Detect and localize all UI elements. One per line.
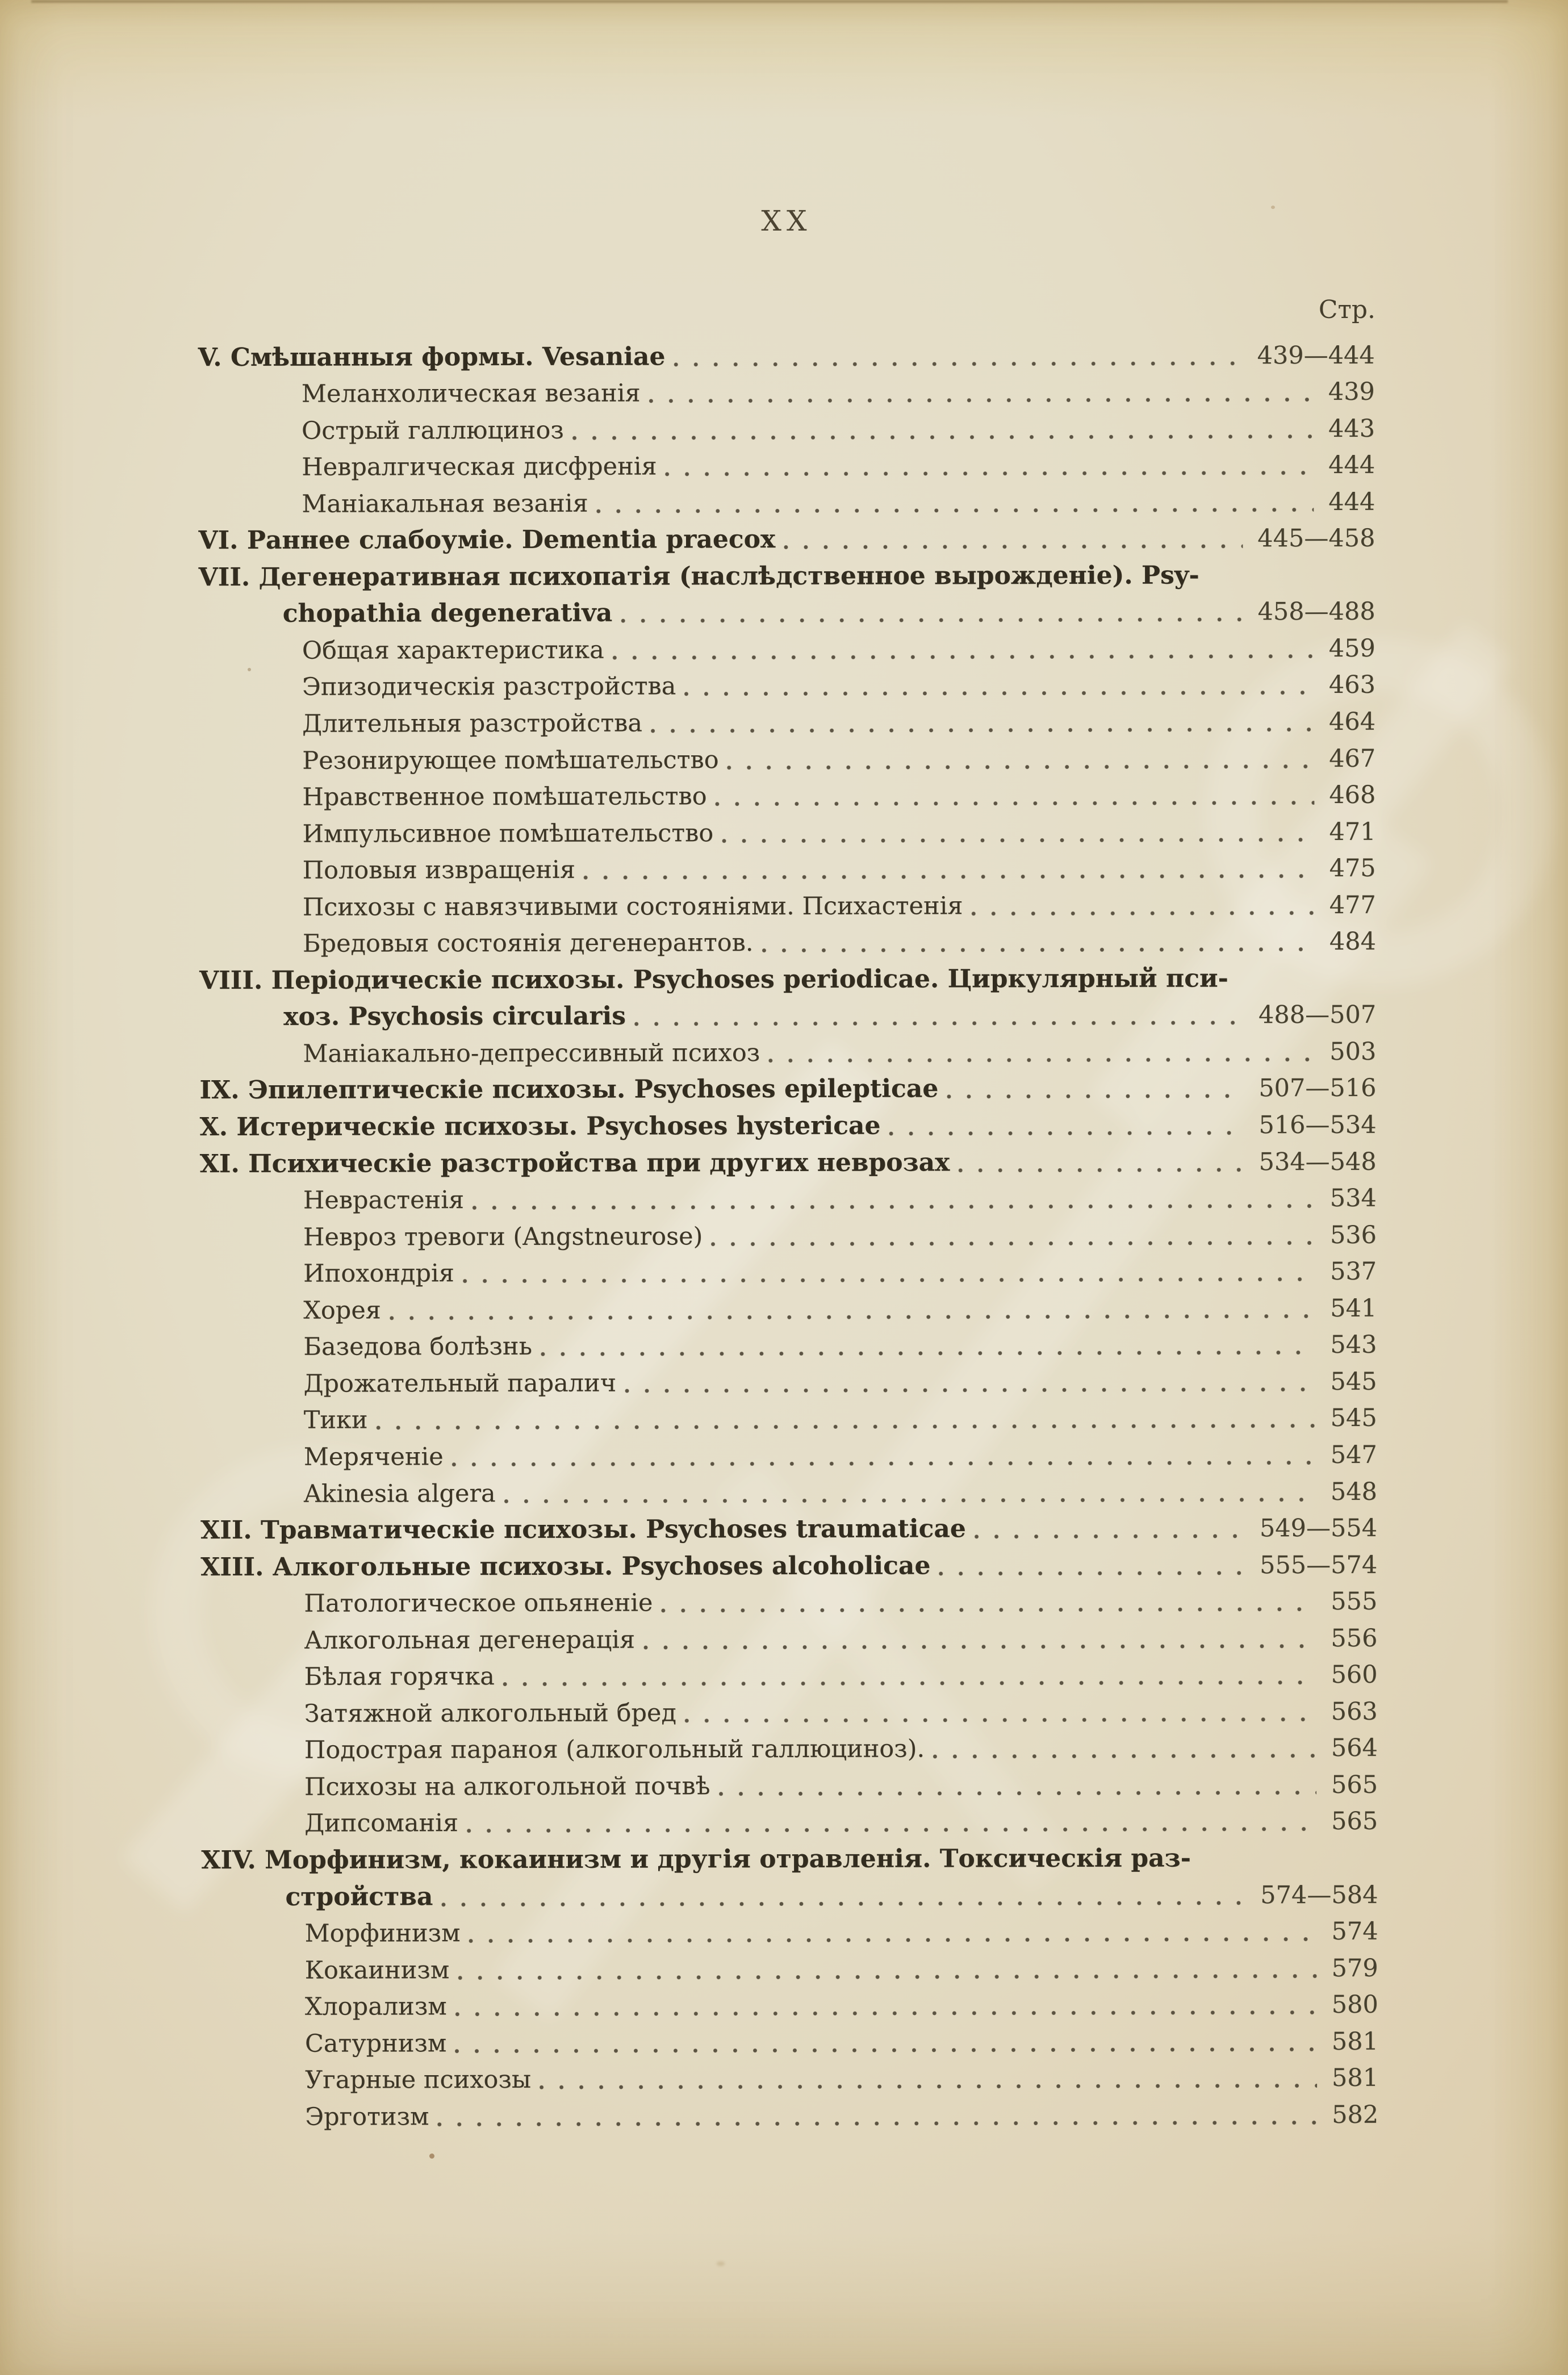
toc-entry-page: 534 bbox=[1329, 1184, 1377, 1213]
toc-row bbox=[202, 2097, 1378, 2136]
toc-entry-label: Маніакальная везанія bbox=[302, 489, 588, 519]
toc-entry-label: VI. Раннее слабоуміе. Dementia praecox bbox=[198, 525, 776, 555]
dot-leader bbox=[718, 1790, 1316, 1796]
toc-entry-page: 467 bbox=[1329, 744, 1376, 773]
toc-entry-label: Острый галлюциноз bbox=[301, 416, 564, 445]
toc-row bbox=[199, 960, 1376, 1000]
toc-list bbox=[198, 337, 1379, 2136]
toc-row bbox=[199, 814, 1375, 853]
dot-leader bbox=[441, 1900, 1245, 1907]
toc-entry-page: 574—584 bbox=[1260, 1880, 1378, 1909]
toc-row bbox=[198, 337, 1375, 377]
toc-entry-page: 507—516 bbox=[1258, 1074, 1377, 1103]
dot-leader bbox=[660, 1607, 1316, 1613]
dot-leader bbox=[572, 434, 1314, 441]
toc-row bbox=[200, 1327, 1377, 1366]
toc-entry-page: 555—574 bbox=[1260, 1550, 1378, 1579]
toc-entry-label: Эрготизм bbox=[305, 2102, 429, 2131]
toc-row bbox=[199, 594, 1375, 633]
toc-entry-label: X. Истерическіе психозы. Psychoses hystericae bbox=[199, 1111, 881, 1142]
toc-entry-page: 464 bbox=[1328, 707, 1376, 737]
toc-entry-label: Общая характеристика bbox=[302, 635, 604, 665]
toc-entry-page: 581 bbox=[1331, 2064, 1379, 2093]
toc-row bbox=[199, 1071, 1376, 1110]
toc-entry-page: 463 bbox=[1328, 671, 1376, 700]
page-column-header: Стр. bbox=[1318, 295, 1375, 324]
toc-entry-label: Невралгическая дисфренія bbox=[302, 452, 657, 482]
toc-entry-page: 543 bbox=[1330, 1331, 1377, 1360]
dot-leader bbox=[762, 947, 1315, 953]
dot-leader bbox=[783, 544, 1243, 550]
toc-entry-label: Резонирующее помѣшательство bbox=[302, 745, 719, 775]
toc-entry-label: Дипсоманія bbox=[304, 1809, 459, 1838]
dot-leader bbox=[454, 2047, 1317, 2054]
toc-entry-page: 439 bbox=[1328, 377, 1375, 407]
toc-row bbox=[201, 1657, 1378, 1696]
toc-row bbox=[200, 1437, 1377, 1476]
toc-entry-label: Маніакально-депрессивный психоз bbox=[303, 1039, 760, 1068]
toc-entry-page: 488—507 bbox=[1258, 1001, 1377, 1030]
toc-entry-label: XII. Травматическіе психозы. Psychoses traumaticae bbox=[200, 1514, 966, 1545]
toc-entry-page: 445—458 bbox=[1257, 524, 1375, 553]
toc-row bbox=[198, 447, 1375, 486]
toc-entry-label: Невроз тревоги (Angstneurose) bbox=[303, 1222, 703, 1252]
toc-entry-page: 545 bbox=[1330, 1404, 1377, 1433]
toc-row bbox=[198, 521, 1375, 560]
dot-leader bbox=[888, 1130, 1244, 1136]
dot-leader bbox=[624, 1387, 1315, 1394]
toc-row bbox=[200, 1620, 1377, 1659]
toc-entry-label: Меряченіе bbox=[303, 1442, 444, 1471]
toc-row bbox=[199, 1034, 1376, 1073]
toc-entry-page: 443 bbox=[1328, 414, 1375, 443]
dot-leader bbox=[620, 617, 1243, 624]
toc-row bbox=[200, 1144, 1377, 1183]
toc-entry-page: 536 bbox=[1329, 1220, 1377, 1249]
toc-entry-label: Ипохондрія bbox=[303, 1259, 454, 1289]
toc-entry-label: Алкогольная дегенерація bbox=[304, 1625, 635, 1655]
page-number-folio: XX bbox=[761, 204, 812, 237]
toc-row bbox=[202, 2023, 1378, 2063]
toc-entry-page: 545 bbox=[1330, 1367, 1377, 1396]
toc-row bbox=[199, 667, 1375, 706]
dot-leader bbox=[540, 1350, 1315, 1357]
dot-leader bbox=[583, 873, 1315, 880]
toc-row bbox=[200, 1290, 1377, 1329]
dot-leader bbox=[710, 1240, 1315, 1247]
toc-entry-page: 547 bbox=[1330, 1440, 1377, 1469]
toc-entry-label: Патологическое опьяненіе bbox=[304, 1588, 653, 1618]
toc-entry-page: 534—548 bbox=[1258, 1147, 1377, 1176]
toc-row bbox=[199, 557, 1375, 596]
dot-leader bbox=[596, 507, 1314, 514]
dot-leader bbox=[974, 1533, 1245, 1539]
toc-row bbox=[200, 1547, 1377, 1586]
toc-row bbox=[199, 887, 1376, 926]
toc-entry-label: XIV. Морфинизм, кокаинизм и другія отравленія. Токсическія раз- bbox=[201, 1843, 1191, 1875]
toc-row bbox=[198, 374, 1375, 413]
toc-entry-page: 475 bbox=[1329, 854, 1376, 883]
toc-row bbox=[199, 704, 1375, 743]
dot-leader bbox=[389, 1314, 1315, 1320]
dot-leader bbox=[674, 361, 1243, 367]
toc-row bbox=[202, 1950, 1378, 1989]
toc-entry-label: Дрожательный паралич bbox=[303, 1369, 617, 1398]
toc-row bbox=[199, 741, 1375, 780]
toc-row bbox=[198, 411, 1375, 450]
toc-row bbox=[200, 1510, 1377, 1549]
toc-row bbox=[198, 484, 1375, 523]
dot-leader bbox=[650, 727, 1314, 733]
toc-row bbox=[200, 1254, 1377, 1293]
dot-leader bbox=[684, 691, 1314, 697]
toc-entry-page: 444 bbox=[1328, 451, 1375, 480]
toc-row bbox=[199, 924, 1376, 963]
toc-row bbox=[200, 1474, 1377, 1513]
dot-leader bbox=[684, 1717, 1316, 1723]
dot-leader bbox=[768, 1057, 1315, 1063]
dot-leader bbox=[455, 2010, 1317, 2017]
toc-entry-page: 484 bbox=[1329, 927, 1376, 956]
toc-row bbox=[201, 1840, 1378, 1879]
toc-entry-label: Тики bbox=[303, 1406, 368, 1435]
toc-row bbox=[201, 1694, 1378, 1733]
toc-entry-page: 444 bbox=[1328, 487, 1375, 516]
toc-entry-page: 560 bbox=[1331, 1661, 1378, 1690]
toc-entry-label: Сатурнизм bbox=[304, 2029, 447, 2058]
toc-entry-label: chopathia degenerativa bbox=[282, 599, 613, 629]
dot-leader bbox=[503, 1680, 1316, 1687]
toc-row bbox=[199, 850, 1376, 889]
toc-entry-label: VIII. Періодическіе психозы. Psychoses periodicae. Циркулярный пси- bbox=[199, 964, 1228, 996]
toc-row bbox=[199, 777, 1375, 816]
toc-entry-page: 471 bbox=[1329, 817, 1376, 846]
toc-entry-page: 565 bbox=[1331, 1770, 1378, 1799]
toc-entry-label: Нравственное помѣшательство bbox=[302, 782, 707, 812]
toc-entry-label: Психозы на алкогольной почвѣ bbox=[304, 1772, 710, 1801]
toc-entry-label: Половыя извращенія bbox=[302, 855, 575, 885]
toc-entry-label: Психозы с навязчивыми состояніями. Психастенія bbox=[302, 892, 963, 922]
dot-leader bbox=[946, 1094, 1244, 1099]
paper-speck bbox=[717, 2261, 725, 2266]
dot-leader bbox=[469, 1937, 1317, 1943]
paper-speck bbox=[429, 2154, 434, 2159]
dot-leader bbox=[665, 470, 1314, 476]
toc-entry-label: Хлорализм bbox=[304, 1992, 447, 2021]
toc-entry-page: 537 bbox=[1330, 1257, 1377, 1286]
toc-entry-page: 439—444 bbox=[1257, 341, 1375, 370]
toc-row bbox=[200, 1217, 1377, 1256]
dot-leader bbox=[376, 1423, 1316, 1430]
toc-entry-label: VII. Дегенеративная психопатія (наслѣдственное вырожденіе). Psy- bbox=[198, 561, 1199, 592]
toc-entry-label: Кокаинизм bbox=[304, 1955, 450, 1985]
toc-entry-page: 459 bbox=[1328, 634, 1375, 663]
toc-entry-page: 549—554 bbox=[1259, 1513, 1378, 1543]
toc-entry-page: 581 bbox=[1331, 2027, 1379, 2056]
toc-entry-label: Эпизодическія разстройства bbox=[302, 672, 676, 702]
toc-entry-label: Подострая параноя (алкогольный галлюциноз). bbox=[304, 1734, 925, 1765]
dot-leader bbox=[721, 837, 1314, 843]
toc-row bbox=[201, 1730, 1378, 1770]
toc-entry-label: Бѣлая горячка bbox=[304, 1662, 495, 1692]
toc-entry-page: 582 bbox=[1332, 2100, 1379, 2129]
dot-leader bbox=[472, 1203, 1315, 1210]
toc-entry-page: 580 bbox=[1331, 1990, 1378, 2019]
toc-entry-label: IX. Эпилептическіе психозы. Psychoses epilepticae bbox=[199, 1074, 939, 1105]
dot-leader bbox=[727, 764, 1315, 770]
dot-leader bbox=[957, 1167, 1244, 1173]
dot-leader bbox=[649, 397, 1314, 403]
dot-leader bbox=[466, 1826, 1316, 1833]
toc-entry-page: 565 bbox=[1331, 1807, 1378, 1836]
toc-row bbox=[200, 1583, 1377, 1623]
toc-entry-label: XIII. Алкогольные психозы. Psychoses alcoholicae bbox=[200, 1551, 931, 1582]
scan-top-edge bbox=[31, 0, 1508, 3]
toc-entry-label: Длительныя разстройства bbox=[302, 709, 643, 738]
toc-entry-page: 548 bbox=[1330, 1477, 1377, 1506]
toc-row bbox=[201, 1767, 1378, 1806]
toc-row bbox=[202, 1913, 1378, 1952]
dot-leader bbox=[539, 2083, 1317, 2090]
toc-entry-label: стройства bbox=[285, 1881, 433, 1912]
toc-entry-label: Импульсивное помѣшательство bbox=[302, 818, 714, 848]
toc-entry-page: 516—534 bbox=[1258, 1110, 1377, 1140]
toc-entry-label: Неврастенія bbox=[303, 1186, 465, 1215]
toc-entry-label: Базедова болѣзнь bbox=[303, 1332, 533, 1362]
toc-entry-page: 574 bbox=[1331, 1917, 1378, 1946]
dot-leader bbox=[457, 1973, 1316, 1980]
toc-row bbox=[199, 630, 1375, 670]
toc-row bbox=[200, 1107, 1377, 1146]
toc-row bbox=[199, 997, 1376, 1036]
dot-leader bbox=[504, 1497, 1316, 1504]
toc-entry-page: 477 bbox=[1329, 890, 1376, 919]
toc-row bbox=[201, 1877, 1378, 1916]
dot-leader bbox=[451, 1460, 1316, 1467]
dot-leader bbox=[643, 1644, 1316, 1650]
toc-row bbox=[200, 1364, 1377, 1403]
dot-leader bbox=[938, 1570, 1245, 1576]
toc-entry-label: Хорея bbox=[303, 1296, 381, 1325]
toc-entry-page: 563 bbox=[1331, 1697, 1378, 1726]
toc-entry-label: Морфинизм bbox=[304, 1919, 461, 1948]
dot-leader bbox=[971, 910, 1314, 916]
toc-row bbox=[202, 2060, 1378, 2100]
toc-entry-page: 555 bbox=[1331, 1587, 1378, 1616]
dot-leader bbox=[715, 800, 1315, 806]
toc-entry-page: 458—488 bbox=[1257, 597, 1375, 626]
toc-entry-page: 541 bbox=[1330, 1294, 1377, 1323]
toc-entry-label: хоз. Psychosis circularis bbox=[283, 1001, 626, 1032]
dot-leader bbox=[933, 1753, 1316, 1759]
toc-entry-label: Akinesia algera bbox=[303, 1479, 496, 1508]
toc-row bbox=[202, 1987, 1378, 2026]
dot-leader bbox=[462, 1277, 1315, 1283]
toc-entry-page: 503 bbox=[1329, 1037, 1377, 1066]
toc-row bbox=[200, 1180, 1377, 1219]
dot-leader bbox=[612, 654, 1314, 660]
toc-entry-label: Меланхолическая везанія bbox=[301, 379, 641, 408]
toc-row bbox=[200, 1400, 1377, 1440]
dot-leader bbox=[437, 2120, 1317, 2127]
toc-entry-label: XI. Психическіе разстройства при других неврозах bbox=[199, 1147, 950, 1178]
dot-leader bbox=[634, 1021, 1244, 1027]
toc-row bbox=[201, 1804, 1378, 1843]
toc-entry-label: Затяжной алкогольный бред bbox=[304, 1699, 676, 1728]
toc-entry-label: Бредовыя состоянія дегенерантов. bbox=[302, 929, 754, 959]
toc-entry-page: 556 bbox=[1331, 1624, 1378, 1653]
toc-entry-page: 579 bbox=[1331, 1954, 1378, 1983]
toc-entry-label: V. Смѣшанныя формы. Vesaniae bbox=[198, 341, 666, 372]
toc-entry-page: 564 bbox=[1331, 1734, 1378, 1763]
toc-entry-page: 468 bbox=[1329, 780, 1376, 810]
toc-entry-label: Угарные психозы bbox=[305, 2065, 532, 2095]
